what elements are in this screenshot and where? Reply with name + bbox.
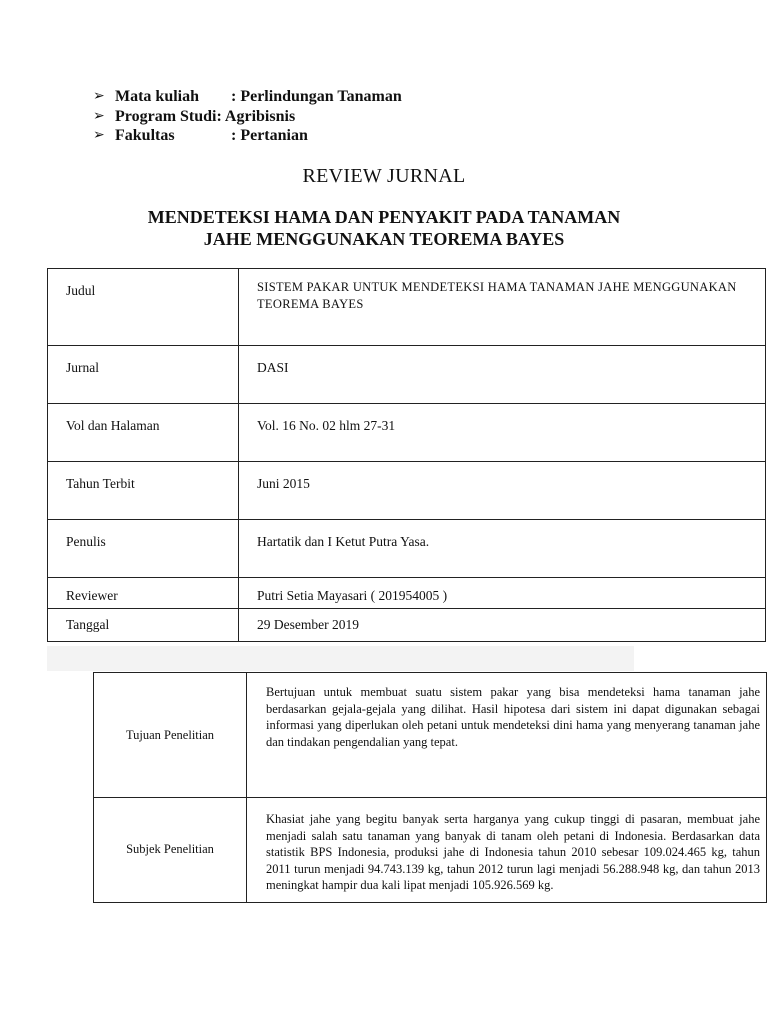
reviewer-value: Putri Setia Mayasari ( 201954005 ) [239,578,766,609]
tujuan-label: Tujuan Penelitian [94,673,247,798]
tujuan-value: Bertujuan untuk membuat suatu sistem pakar yang bisa mendeteksi hama tanaman jahe berdasarkan gejala-gejala yang dilihat. Hasil hipotesa dari sistem ini dapat digunakan sebagai informasi yang diperlukan oleh petani untuk mendeteksi dini hama yang menyerang tanaman jahe dan tindakan pengendalian yang tepat. [247,673,767,798]
tahun-label: Tahun Terbit [48,462,239,520]
subjek-value: Khasiat jahe yang begitu banyak serta harganya yang cukup tinggi di pasaran, membuat jahe menjadi salah satu tanaman yang banyak di tanam oleh petani di Indonesia. Berdasarkan data statistik BPS Indonesia, produksi jahe di Indonesia tahun 2010 sebesar 109.024.465 kg, tahun 2011 turun menjadi 94.743.139 kg, tahun 2012 turun lagi menjadi 56.288.948 kg, dan tahun 2013 meningkat hampir dua kali lipat menjadi 105.926.569 kg. [247,798,767,903]
table-row [48,346,766,404]
course-info-item [93,107,402,127]
course-info-item [93,126,402,146]
vol-value: Vol. 16 No. 02 hlm 27-31 [239,404,766,462]
penulis-label: Penulis [48,520,239,578]
table-row [94,798,767,903]
course-info-item [93,87,402,107]
faculty-value: : Pertanian [231,127,308,144]
course-info-list [93,87,402,146]
arrow-bullet-icon: ➢ [93,88,105,104]
reviewer-label: Reviewer [48,578,239,609]
arrow-bullet-icon: ➢ [93,107,105,124]
program-value: : Agribisnis [216,107,296,125]
section-divider [47,646,634,671]
journal-meta-table [47,268,766,642]
subtitle-line-2: JAHE MENGGUNAKAN TEOREMA BAYES [203,229,565,249]
program-label: Program Studi [115,107,217,125]
vol-label: Vol dan Halaman [48,404,239,462]
tahun-value: Juni 2015 [239,462,766,520]
course-value: : Perlindungan Tanaman [231,88,402,105]
table-row [48,578,766,609]
tanggal-label: Tanggal [48,609,239,642]
arrow-bullet-icon: ➢ [93,127,105,143]
subjek-label: Subjek Penelitian [94,798,247,903]
jurnal-value: DASI [239,346,766,404]
subtitle-line-1: MENDETEKSI HAMA DAN PENYAKIT PADA TANAMAN [147,207,621,227]
jurnal-label: Jurnal [48,346,239,404]
table-row [48,269,766,346]
tanggal-value: 29 Desember 2019 [239,609,766,642]
table-row [48,609,766,642]
table-row [94,673,767,798]
journal-subtitle [0,206,768,250]
judul-value: SISTEM PAKAR UNTUK MENDETEKSI HAMA TANAMAN JAHE MENGGUNAKAN TEOREMA BAYES [239,269,766,346]
course-label: Mata kuliah [115,88,200,105]
page-title: REVIEW JURNAL [302,165,466,187]
table-row [48,520,766,578]
table-row [48,462,766,520]
table-row [48,404,766,462]
faculty-label: Fakultas [115,127,175,144]
penulis-value: Hartatik dan I Ketut Putra Yasa. [239,520,766,578]
research-detail-table [93,672,767,903]
judul-label: Judul [48,269,239,346]
